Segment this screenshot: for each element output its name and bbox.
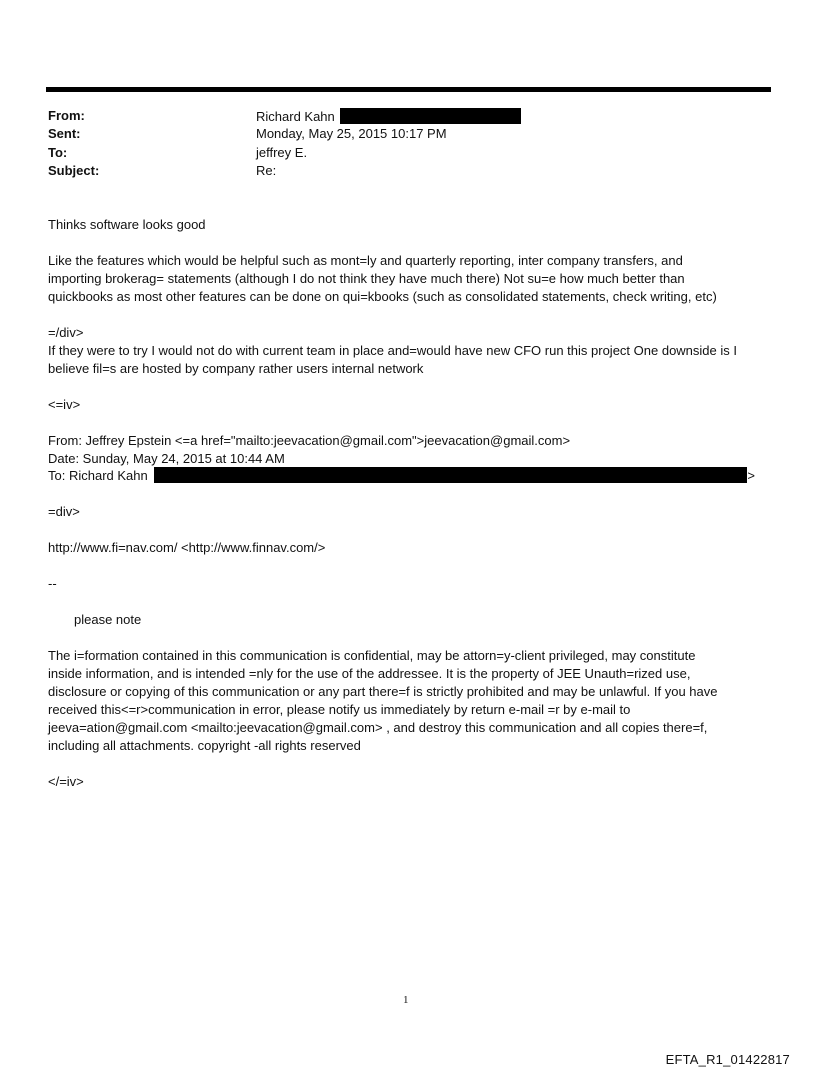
subject-value: Re:	[256, 163, 277, 178]
notice-line: disclosure or copying of this communication or any part there=f is strictly prohibited and may be unlawful. If you have	[48, 684, 718, 699]
forwarded-date: Date: Sunday, May 24, 2015 at 10:44 AM	[48, 451, 285, 466]
header-rule	[46, 87, 771, 92]
markup-fragment: </=iv>	[48, 774, 84, 789]
markup-fragment: =div>	[48, 504, 80, 519]
sent-value: Monday, May 25, 2015 10:17 PM	[256, 126, 447, 141]
notice-line: received this<=r>communication in error, please notify us immediately by return e-mail =r by e-mail to	[48, 702, 631, 717]
forwarded-from: From: Jeffrey Epstein <=a href="mailto:jeevacation@gmail.com">jeevacation@gmail.com>	[48, 433, 571, 448]
forwarded-to-end: >	[747, 468, 755, 483]
page-number: 1	[403, 994, 409, 1006]
sent-label: Sent:	[48, 126, 81, 141]
signature-dashes: --	[48, 576, 57, 591]
redaction-bar	[154, 467, 747, 483]
notice-line: inside information, and is intended =nly for the use of the addressee. It is the property of JEE Unauth=rized use,	[48, 666, 691, 681]
to-value: jeffrey E.	[256, 145, 308, 160]
body-line: quickbooks as most other features can be done on qui=kbooks (such as consolidated statements, check writing, etc)	[48, 289, 717, 304]
from-name: Richard Kahn	[256, 109, 335, 124]
forwarded-to-text: To: Richard Kahn	[48, 468, 148, 483]
notice-line: jeeva=ation@gmail.com <mailto:jeevacation@gmail.com> , and destroy this communication and all copies there=f,	[48, 720, 708, 735]
from-value	[256, 108, 521, 124]
body-paragraph: Thinks software looks good	[48, 217, 206, 232]
body-line: believe fil=s are hosted by company rather users internal network	[48, 361, 424, 376]
body-line: Like the features which would be helpful such as mont=ly and quarterly reporting, inter company transfers, and	[48, 253, 683, 268]
link-line: http://www.fi=nav.com/ <http://www.finnav.com/>	[48, 540, 326, 555]
to-label: To:	[48, 145, 68, 160]
forwarded-to	[48, 467, 755, 485]
please-note: please note	[74, 612, 142, 627]
body-line: importing brokerag= statements (although I do not think they have much there) Not su=e how much better than	[48, 271, 685, 286]
markup-fragment: =/div>	[48, 325, 84, 340]
notice-line: including all attachments. copyright -all rights reserved	[48, 738, 361, 753]
from-label: From:	[48, 108, 85, 123]
notice-line: The i=formation contained in this communication is confidential, may be attorn=y-client privileged, may constitute	[48, 648, 696, 663]
markup-fragment: <=iv>	[48, 397, 81, 412]
body-line: If they were to try I would not do with current team in place and=would have new CFO run this project One downside is I	[48, 343, 737, 358]
redaction-bar	[340, 108, 521, 124]
subject-label: Subject:	[48, 163, 100, 178]
document-id: EFTA_R1_01422817	[665, 1052, 790, 1067]
